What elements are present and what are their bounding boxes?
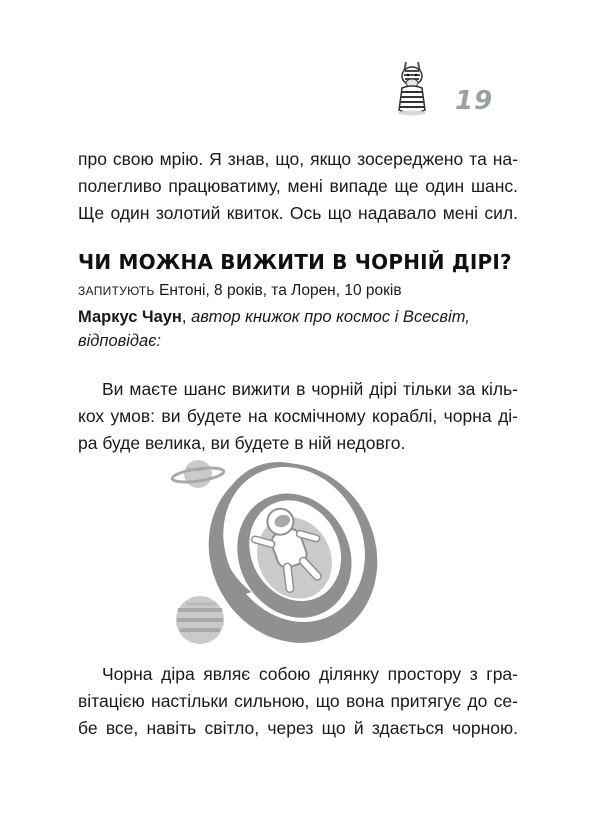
page-number: 19 [455,86,494,116]
text-line: Ще один золотий квиток. Ось що надавало мені сил. [78,203,518,223]
text-line: про свою мрію. Я знав, що, якщо зосереджено та на- [78,149,518,169]
paragraph-answer [78,376,518,457]
text-line: ра буде велика, ви будете в ній недовго. [78,433,406,453]
text-line: Чорна діра являє собою ділянку простору з гра- [102,664,518,684]
zebra-icon [390,58,434,116]
text-line: Ви маєте шанс вижити в чорній дірі тільки за кіль- [102,379,518,399]
author-block: Маркус Чаун, автор книжок про космос і Всесвіт, відповідає: [78,308,470,350]
author-role: автор книжок про космос і Всесвіт, [191,308,470,326]
text-line: бе все, навіть світло, через що й здається чорною. [78,718,518,738]
question-heading: ЧИ МОЖНА ВИЖИТИ В ЧОРНІЙ ДІРІ? [78,250,512,274]
asked-names: Ентоні, 8 років, та Лорен, 10 років [159,282,402,299]
paragraph-intro [78,146,518,227]
text-line: кох умов: ви будете на космічному кораблі, чорна ді- [78,406,518,426]
asked-prefix: ЗАПИТУЮТЬ [78,284,155,298]
text-line: вітацією настільки сильною, що вона притягує до се- [78,691,518,711]
author-role-cont: відповідає: [78,332,161,350]
paragraph-definition [78,661,518,742]
black-hole-illustration [168,448,418,658]
striped-planet-icon [176,596,224,644]
text-line: полегливо працюватиму, мені випаде ще один шанс. [78,176,518,196]
author-name: Маркус Чаун [78,308,182,326]
asked-by [78,282,402,300]
ringed-planet-icon [171,460,224,488]
